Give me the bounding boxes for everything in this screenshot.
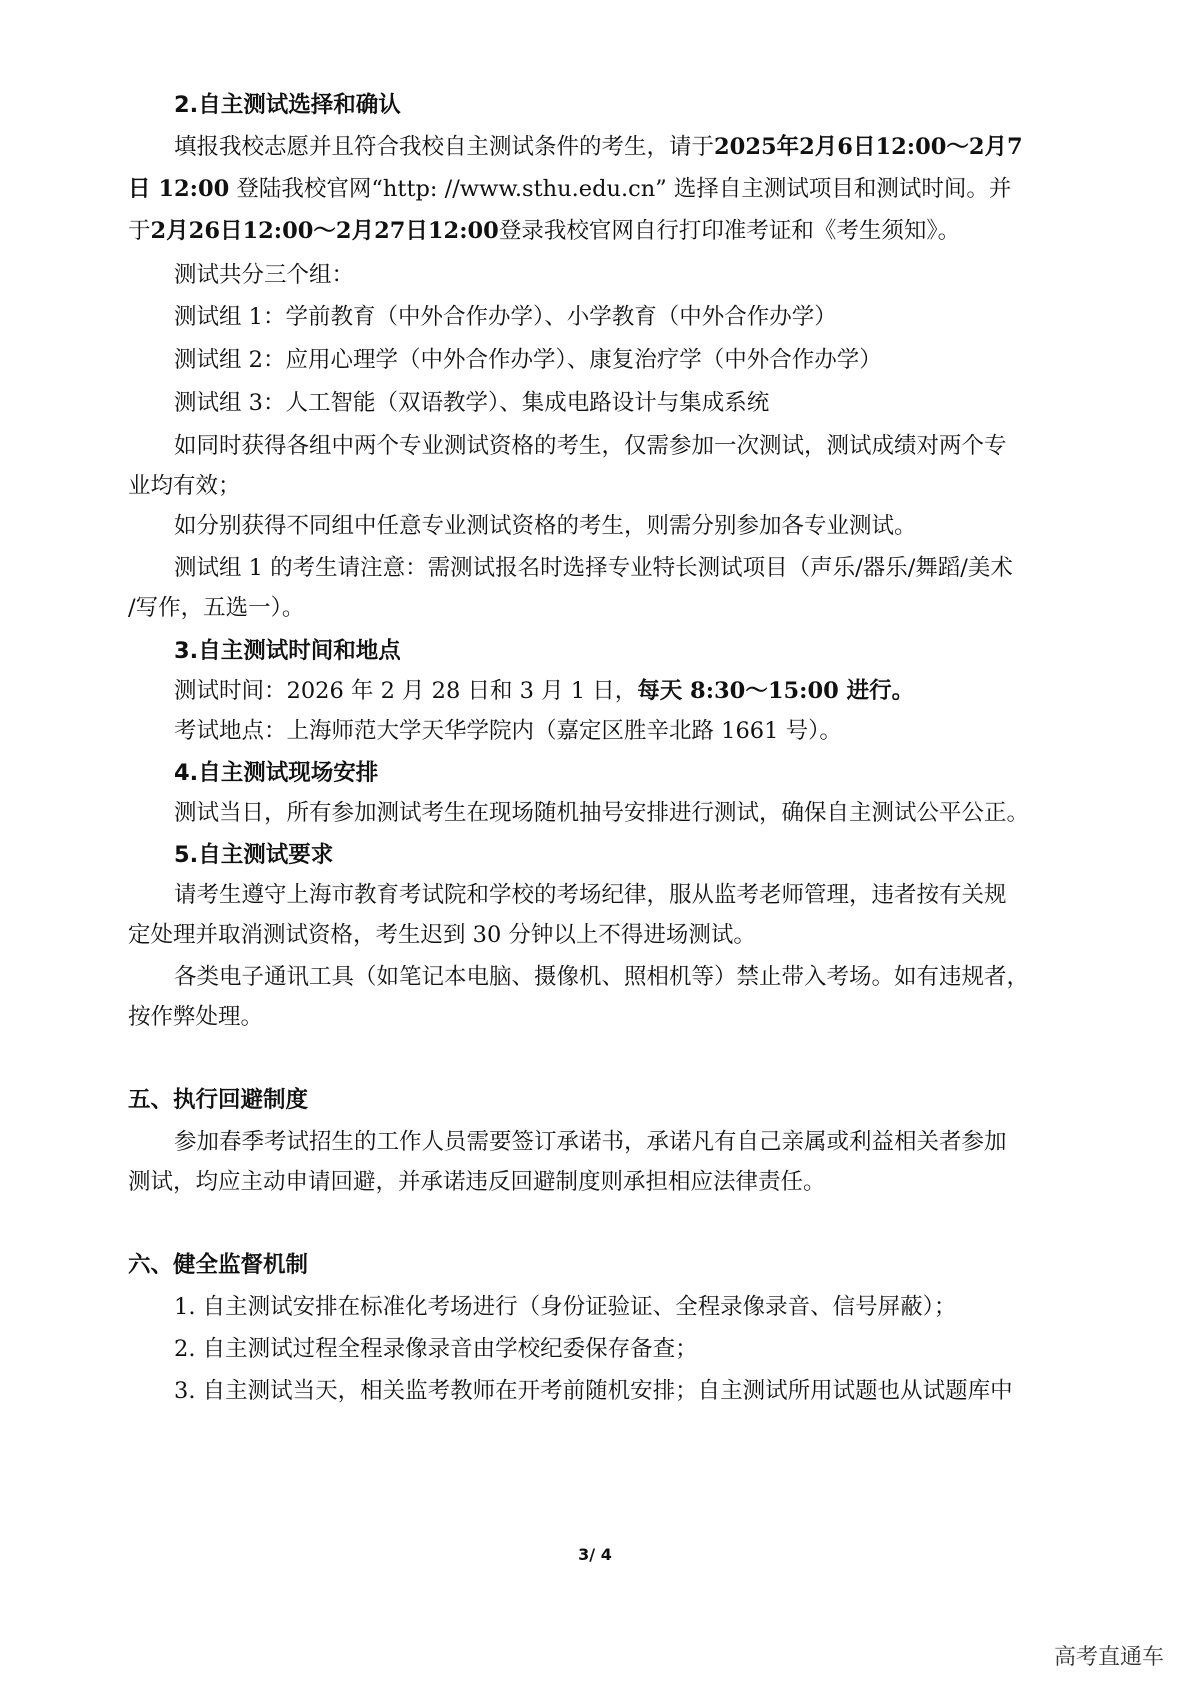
section-3-title: 3.自主测试时间和地点 bbox=[174, 638, 401, 664]
paragraph-line: 测试，均应主动申请回避，并承诺违反回避制度则承担相应法律责任。 bbox=[128, 1169, 826, 1195]
paragraph-line: 测试组 1 的考生请注意：需测试报名时选择专业特长测试项目（声乐/器乐/舞蹈/美术 bbox=[174, 555, 1013, 581]
paragraph-line: /写作，五选一）。 bbox=[128, 595, 305, 621]
paragraph-line: 按作弊处理。 bbox=[128, 1004, 264, 1030]
paragraph-line: 日 12:00 登陆我校官网“http: //www.sthu.edu.cn” 选择自主测试项目和测试时间。并 bbox=[128, 176, 1012, 202]
paragraph-line: 测试当日，所有参加测试考生在现场随机抽号安排进行测试，确保自主测试公平公正。 bbox=[174, 800, 1030, 826]
paragraph-line: 请考生遵守上海市教育考试院和学校的考场纪律，服从监考老师管理，违者按有关规 bbox=[174, 882, 1007, 908]
test-group-2: 测试组 2：应用心理学（中外合作办学）、康复治疗学（中外合作办学） bbox=[174, 347, 882, 373]
paragraph-line: 如分别获得不同组中任意专业测试资格的考生，则需分别参加各专业测试。 bbox=[174, 513, 917, 539]
paragraph-line: 业均有效； bbox=[128, 473, 241, 499]
watermark: 高考直通车 bbox=[1053, 1645, 1164, 1670]
test-group-3: 测试组 3：人工智能（双语教学）、集成电路设计与集成系统 bbox=[174, 390, 770, 416]
paragraph-line: 定处理并取消测试资格，考生迟到 30 分钟以上不得进场测试。 bbox=[128, 922, 756, 948]
test-time: 测试时间：2026 年 2 月 28 日和 3 月 1 日，每天 8:30～15:00 进行。 bbox=[174, 678, 915, 704]
section-4-title: 4.自主测试现场安排 bbox=[174, 760, 379, 786]
paragraph-line: 参加春季考试招生的工作人员需要签订承诺书，承诺凡有自己亲属或利益相关者参加 bbox=[174, 1129, 1007, 1155]
groups-intro: 测试共分三个组： bbox=[174, 262, 355, 288]
section-five-title: 五、执行回避制度 bbox=[128, 1087, 309, 1113]
test-group-1: 测试组 1：学前教育（中外合作办学）、小学教育（中外合作办学） bbox=[174, 304, 837, 330]
paragraph-line: 各类电子通讯工具（如笔记本电脑、摄像机、照相机等）禁止带入考场。如有违规者， bbox=[174, 964, 1030, 990]
list-item: 2. 自主测试过程全程录像录音由学校纪委保存备查； bbox=[174, 1336, 698, 1362]
paragraph-line: 填报我校志愿并且符合我校自主测试条件的考生，请于2025年2月6日12:00～2月7 bbox=[174, 134, 1023, 160]
paragraph-line: 如同时获得各组中两个专业测试资格的考生，仅需参加一次测试，测试成绩对两个专 bbox=[174, 433, 1007, 459]
page-number: 3/ 4 bbox=[578, 1545, 612, 1564]
test-place: 考试地点：上海师范大学天华学院内（嘉定区胜辛北路 1661 号）。 bbox=[174, 718, 842, 744]
paragraph-line: 于2月26日12:00～2月27日12:00登录我校官网自行打印准考证和《考生须知》。 bbox=[128, 218, 961, 244]
section-six-title: 六、健全监督机制 bbox=[128, 1252, 309, 1278]
section-5-title: 5.自主测试要求 bbox=[174, 842, 334, 868]
section-2-title: 2.自主测试选择和确认 bbox=[174, 92, 401, 118]
list-item: 3. 自主测试当天，相关监考教师在开考前随机安排；自主测试所用试题也从试题库中 bbox=[174, 1378, 1013, 1404]
list-item: 1. 自主测试安排在标准化考场进行（身份证验证、全程录像录音、信号屏蔽）； bbox=[174, 1294, 957, 1320]
